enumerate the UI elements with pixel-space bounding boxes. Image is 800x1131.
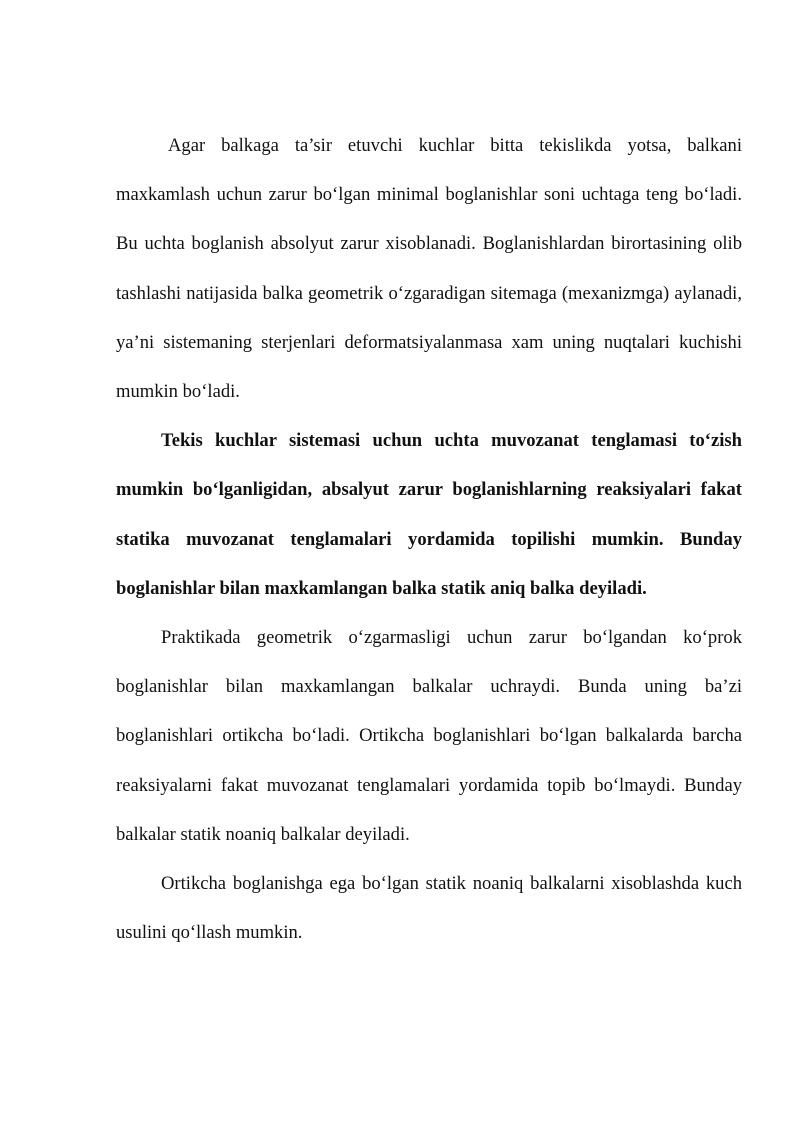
paragraph-beam-constraints: Agar balkaga ta’sir etuvchi kuchlar bitta tekislikda yotsa, balkani maxkamlash uchun zarur bo‘lgan minimal boglanishlar soni uchtaga teng bo‘ladi. Bu uchta boglanish absolyut zarur xisoblanadi. Boglanishlardan birortasining olib tashlashi natijasida balka geometrik o‘zgaradigan sitemaga (mexanizmga) aylanadi, ya’ni sistemaning sterjenlari deformatsiyalanmasa xam uning nuqtalari kuchishi mumkin bo‘ladi. bbox=[116, 135, 742, 403]
paragraph-statically-determinate: Tekis kuchlar sistemasi uchun uchta muvozanat tenglamasi to‘zish mumkin bo‘lganligidan, absalyut zarur boglanishlarning reaksiyalari fakat statika muvozanat tenglamalari yordamida topilishi mumkin. Bunday boglanishlar bilan maxkamlangan balka statik aniq balka deyiladi. bbox=[116, 430, 742, 599]
document-page bbox=[116, 121, 742, 957]
paragraph-statically-indeterminate: Praktikada geometrik o‘zgarmasligi uchun zarur bo‘lgandan ko‘prok boglanishlar bilan maxkamlangan balkalar uchraydi. Bunda uning ba’zi boglanishlari ortikcha bo‘ladi. Ortikcha boglanishlari bo‘lgan balkalarda barcha reaksiyalarni fakat muvozanat tenglamalari yordamida topib bo‘lmaydi. Bunday balkalar statik noaniq balkalar deyiladi. bbox=[116, 627, 742, 845]
paragraph-force-method: Ortikcha boglanishga ega bo‘lgan statik noaniq balkalarni xisoblashda kuch usulini qo‘llash mumkin. bbox=[116, 873, 742, 944]
